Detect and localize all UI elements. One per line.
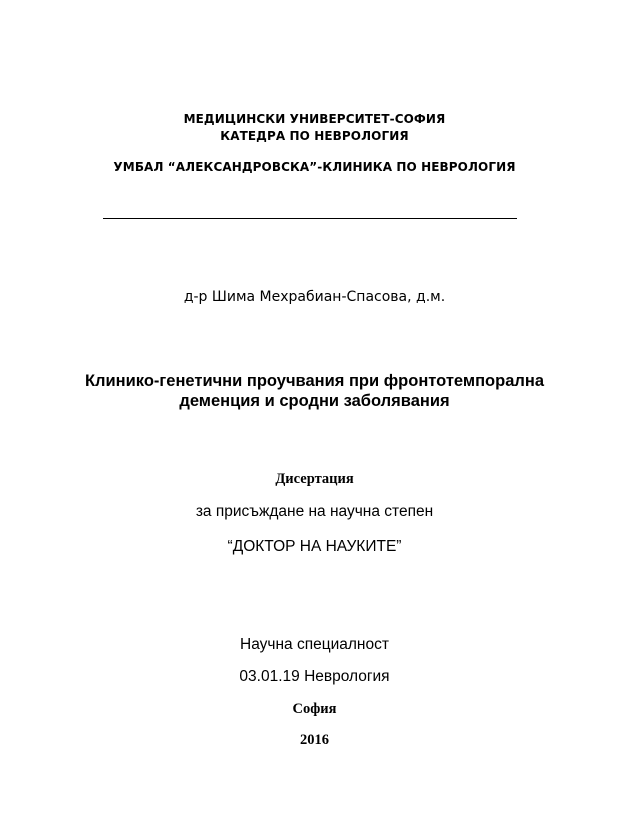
specialty-label: Научна специалност [240, 636, 389, 653]
degree-name: “ДОКТОР НА НАУКИТЕ” [227, 538, 402, 555]
city: София [292, 701, 337, 717]
university-name: МЕДИЦИНСКИ УНИВЕРСИТЕТ-СОФИЯ [183, 112, 446, 126]
department-name: КАТЕДРА ПО НЕВРОЛОГИЯ [220, 129, 409, 143]
specialty-value: 03.01.19 Неврология [239, 668, 390, 685]
author-name: д-р Шима Мехрабиан-Спасова, д.м. [183, 289, 446, 305]
degree-purpose: за присъждане на научна степен [195, 503, 434, 520]
document-type: Дисертация [275, 471, 354, 487]
thesis-title-line-2: деменция и сродни заболявания [179, 392, 450, 410]
hospital-name: УМБАЛ “АЛЕКСАНДРОВСКА”-КЛИНИКА ПО НЕВРОЛОГИЯ [113, 160, 516, 174]
horizontal-divider [103, 218, 517, 219]
thesis-title-line-1: Клинико-генетични проучвания при фронтотемпорална [84, 372, 544, 390]
year: 2016 [300, 732, 329, 748]
